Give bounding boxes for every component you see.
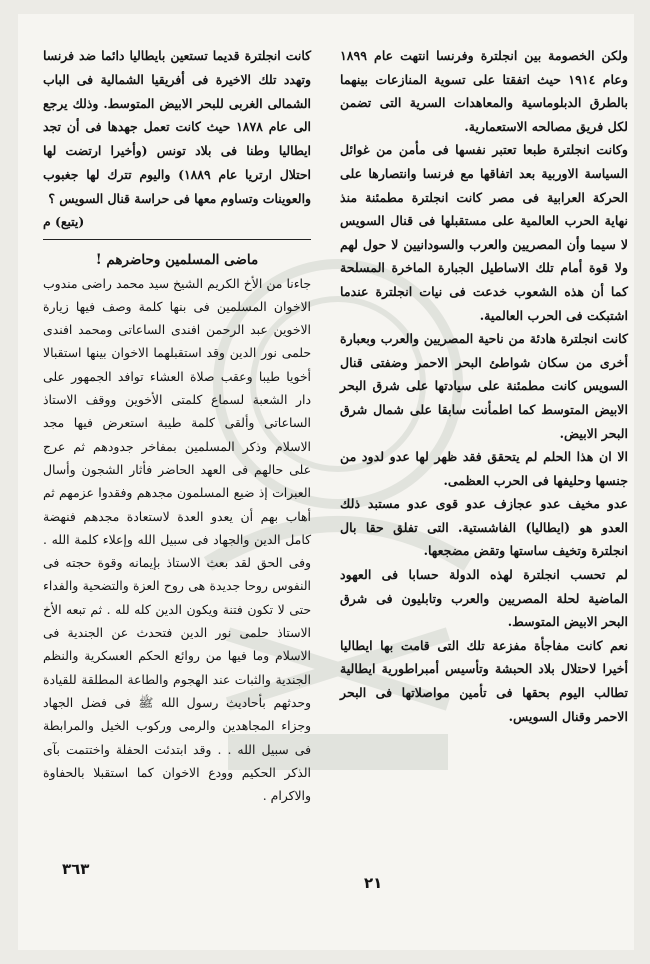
scanned-page [18, 14, 634, 950]
continued-marker: (يتبع) م [43, 213, 85, 229]
paragraph: كانت انجلترة قديما تستعين بايطاليا دائما ضد فرنسا وتهدد تلك الاخيرة فى أفريقيا الشمالية فى الباب الشمالى الغربى للبحر الابيض المتوسط. وذلك يرجع الى عام ١٨٧٨ حيث كانت تعمل جهدها فى أن تجد ايطاليا وطنا فى بلاد تونس (وأخيرا ارتضت لها احتلال ارتريا عام ١٨٨٩) واليوم تترك لها جغبوب والعوينات وتساوم معها فى حراسة قنال السويس ؟ [43, 48, 311, 206]
section-title: ماضى المسلمين وحاضرهم ! [95, 251, 259, 268]
paragraph: وكانت انجلترة طبعا تعتبر نفسها فى مأمن من غوائل السياسة الاوربية بعد اتفاقها مع فرنسا وانتصارها على الحركة العرابية فى مصر كانت انجلترة مطمئنة منذ نهاية الحرب العالمية على مستقبلها فى قنال السويس لا سيما وأن المصريين والعرب والسودانيين لا حول لهم ولا قوة أمام تلك الاساطيل الجبارة الماخرة المسلحة كما أن هذه الشعوب خدعت فى نيات انجلترة عندما اشتبكت فى الحرب العالمية. [340, 142, 628, 323]
paragraph: ولكن الخصومة بين انجلترة وفرنسا انتهت عام ١٨٩٩ وعام ١٩١٤ حيث اتفقتا على تسوية المنازعات بينهما بالطرق الدبلوماسية والمعاهدات السرية التى تضمن لكل فريق مصالحه الاستعمارية. [340, 48, 628, 134]
article-continuation [43, 44, 311, 211]
page-number-right: ٢١ [364, 874, 383, 892]
paragraph: نعم كانت مفاجأة مفزعة تلك التى قامت بها ايطاليا أخيرا لاحتلال بلاد الحبشة وتأسيس أمبراطورية ايطالية تطالب اليوم بحقها فى تأمين مواصلاتها فى البحر الاحمر وقنال السويس. [340, 637, 628, 724]
paragraph: جاءنا من الأخ الكريم الشيخ سيد محمد راضى مندوب الاخوان المسلمين فى بنها كلمة وصف فيها زيارة الاخوين عبد الرحمن افندى الساعاتى ومحمد افندى حلمى نور الدين وقد استقبلهما الاخوان بينها استقبالا أخويا طيبا وعقب صلاة العشاء توافد الجمهور على دار الشعبة لسماع كلمتى الأخوين ووقف الاستاذ الساعاتى وألقى كلمة طيبة استعرض فيها مجد الاسلام وذكر المسلمين بمفاخر جدودهم ثم عرج على حالهم فى العهد الحاضر فأثار الشجون وأسال العبرات إذ ضيع المسلمون مجدهم وفقدوا عزمهم ثم أهاب بهم أن يعدو العدة لاستعادة مجدهم فنهضة كامل الدين والجهاد فى سبيل الله وإعلاء كلمة الله . وفى الحق لقد بعث الاستاذ بإيمانه وقوة حجته فى النفوس روحا جديدة هى روح العزة والتضحية والفداء حتى لا تكون فتنة ويكون الدين كله لله . ثم تبعه الأخ الاستاذ حلمى نور الدين فتحدث عن الجندية فى الاسلام وما فيها من روائع الحكم العسكرية والنظم الجندية والثبات عند الهجوم والطاعة المطلقة للقيادة وحدثهم بأحاديث رسول الله ﷺ فى فضل الجهاد وجزاء المجاهدين والرمى وركوب الخيل والمرابطة فى سبيل الله . . وقد ابتدئت الحفلة واختتمت بآى الذكر الحكيم وودع الاخوان كما استقبلا بالحفاوة والاكرام . [43, 275, 311, 804]
right-column [340, 44, 628, 874]
paragraph: كانت انجلترة هادئة من ناحية المصريين والعرب وبعبارة أخرى من سكان شواطئ البحر الاحمر وضفتى قنال السويس كانت مطمئنة على سيادتها على شرق البحر الابيض المتوسط كما اطمأنت سابقا على شمال شرق البحر الابيض. [340, 331, 628, 441]
page-number-left: ٣٦٣ [62, 860, 90, 878]
paragraph: الا ان هذا الحلم لم يتحقق فقد ظهر لها عدو لدود من جنسها وحليفها فى الحرب العظمى. [340, 449, 628, 488]
paragraph: عدو مخيف عدو عجازف عدو قوى عدو مستبد ذلك العدو هو (ايطاليا) الفاشستية. التى تفلق حقا بال انجلترة وتخيف ساستها وتقض مضجعها. [340, 496, 628, 559]
left-column [43, 44, 311, 874]
paragraph: لم تحسب انجلترة لهذه الدولة حسابا فى العهود الماضية لحلة المصريين والعرب وتابليون فى شرق البحر الابيض المتوسط. [340, 567, 628, 630]
section-divider [43, 239, 311, 240]
